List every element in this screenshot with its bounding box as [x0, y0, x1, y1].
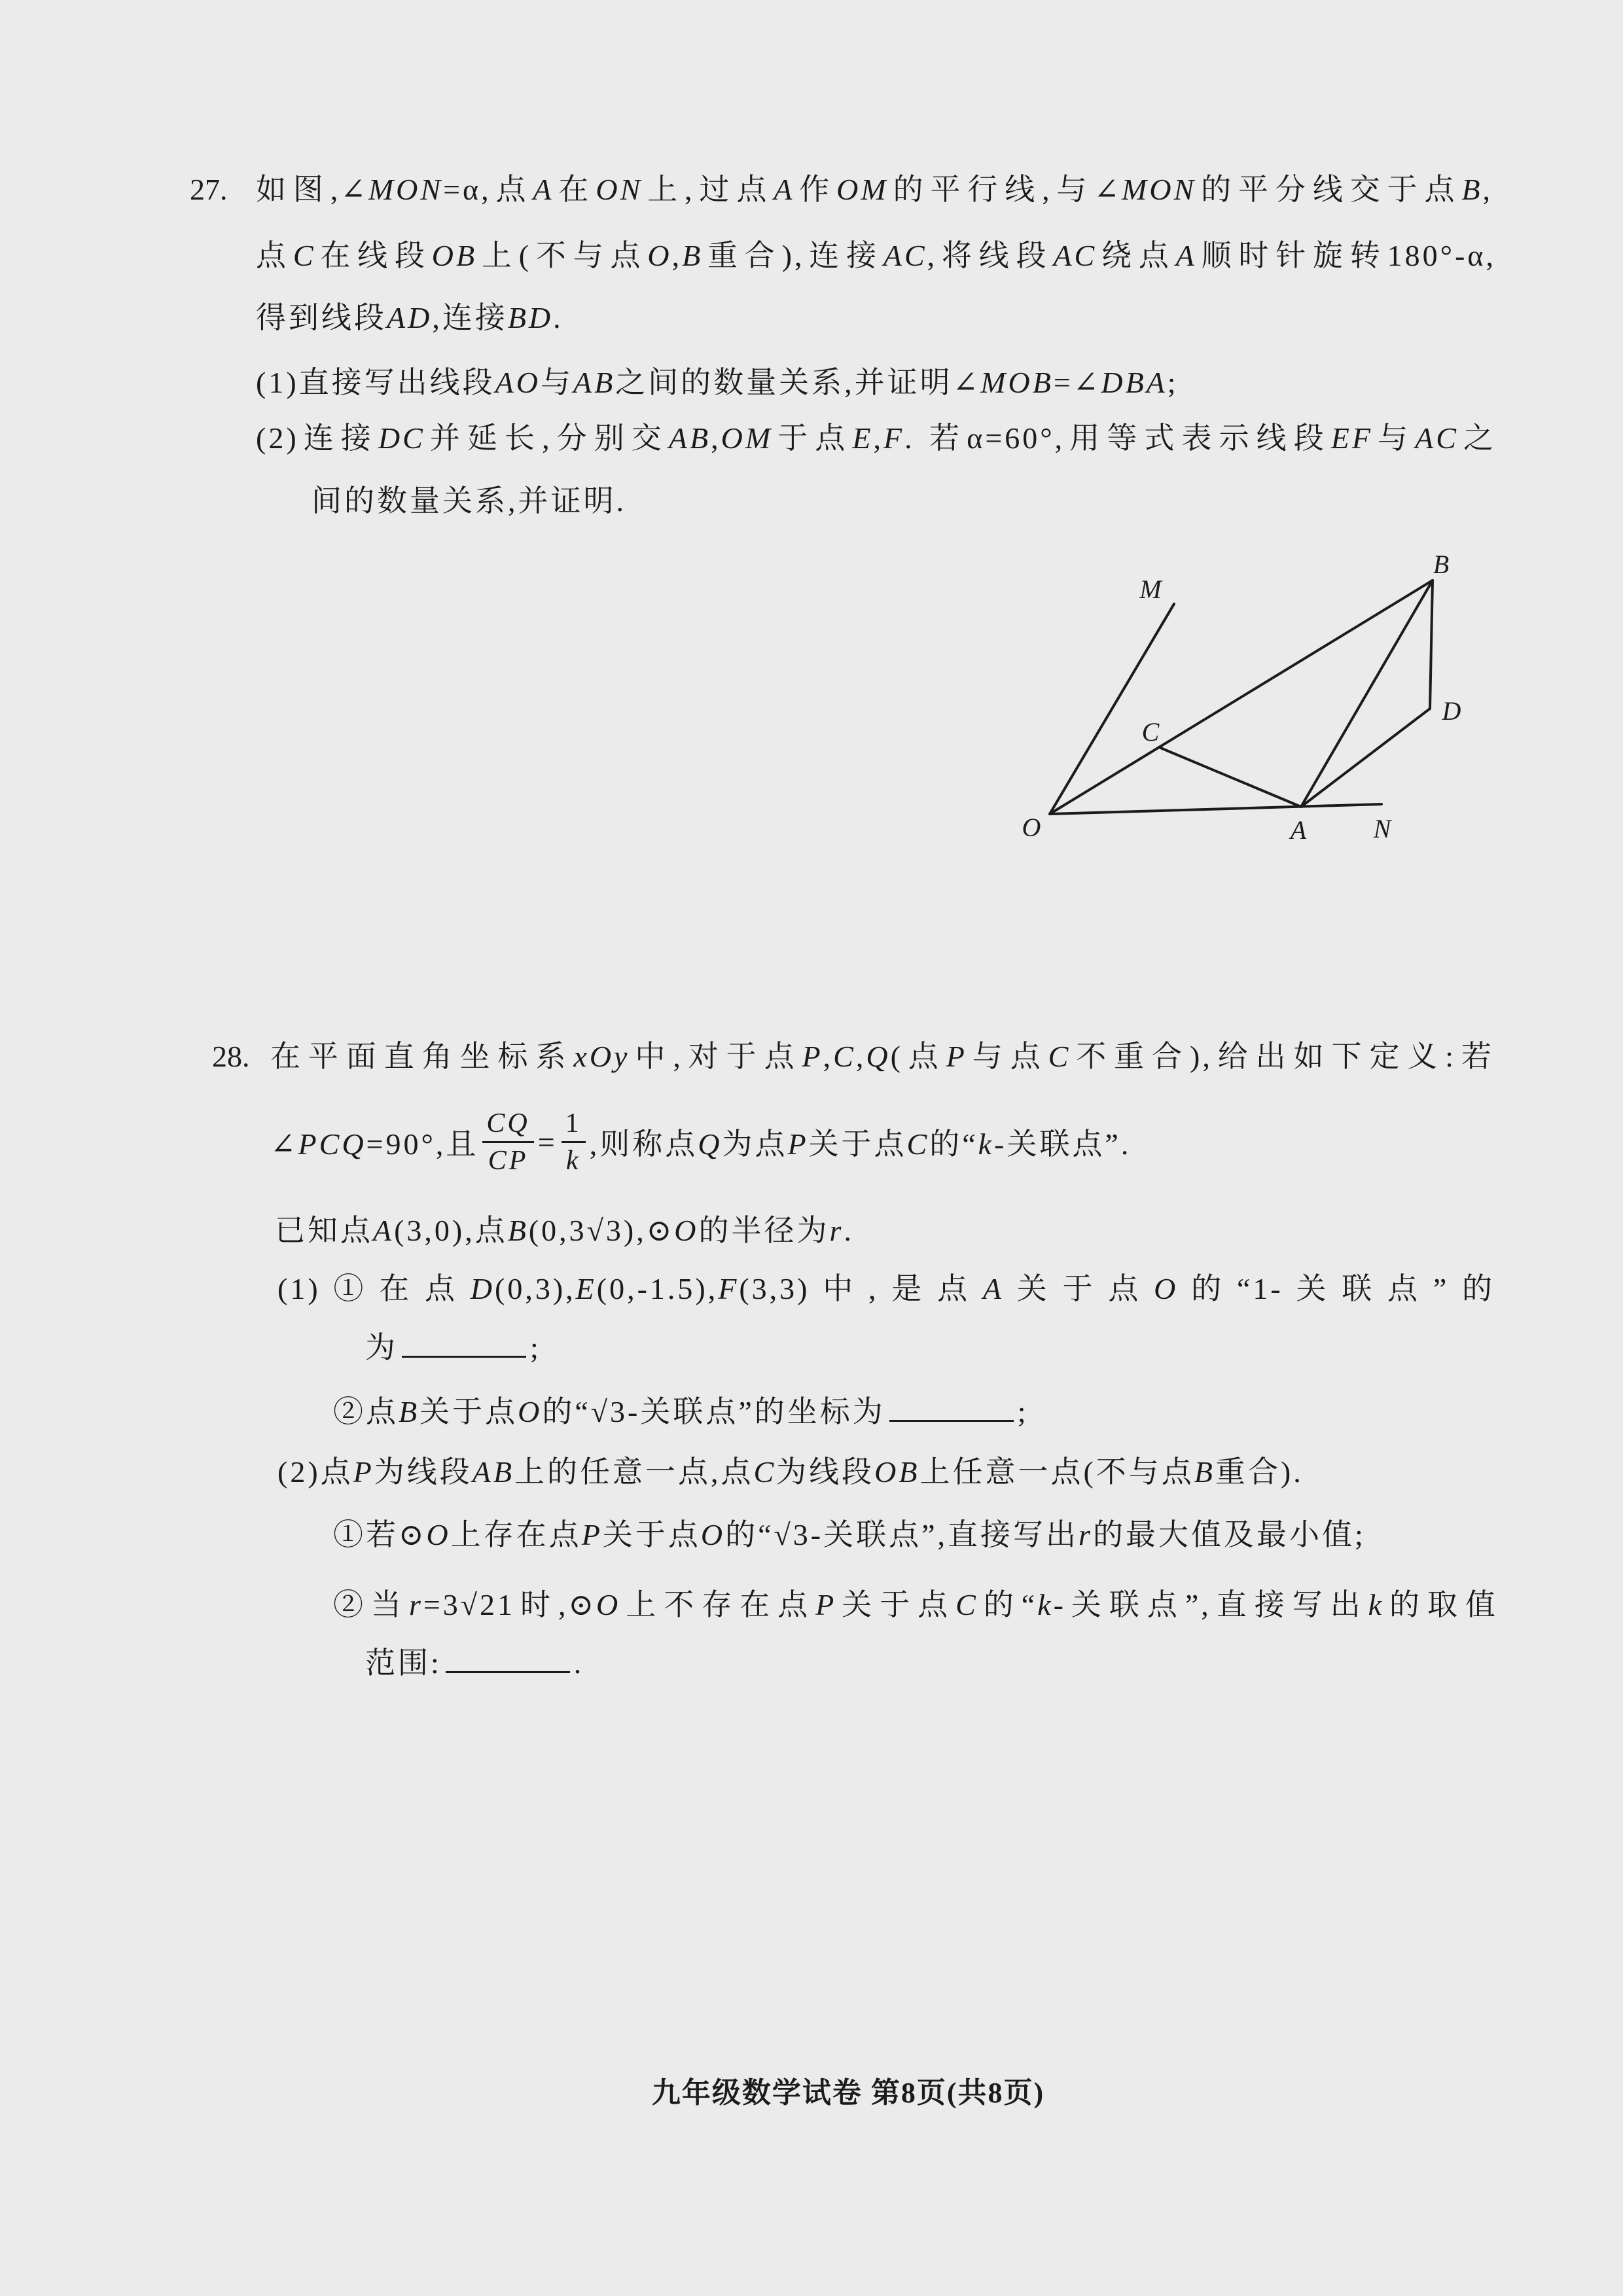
math-variable: B [1461, 173, 1483, 206]
math-variable: P [802, 1040, 823, 1073]
q27-part-2-line-1: (2)连接DC并延长,分别交AB,OM于点E,F. 若α=60°,用等式表示线段EF与AC之 [256, 421, 1497, 455]
math-variable: EF [1330, 421, 1373, 455]
math-variable: MON [368, 173, 444, 206]
q27-geometry-figure [982, 543, 1505, 857]
math-variable: E [852, 421, 874, 455]
fraction-denominator [484, 1143, 533, 1177]
ray-on [1050, 804, 1382, 814]
segment-ob-bisector [1050, 580, 1433, 814]
math-variable: B [682, 239, 704, 272]
math-variable: r [829, 1214, 844, 1247]
math-variable: OB [431, 239, 478, 272]
fraction-denominator [562, 1143, 585, 1177]
answer-blank [889, 1394, 1014, 1422]
math-variable: DC [378, 421, 425, 455]
math-variable: O [647, 239, 672, 272]
label-d: D [1442, 696, 1461, 726]
math-variable: P [815, 1588, 837, 1621]
q28-part-1-item-1: (1)①在点D(0,3),E(0,-1.5),F(3,3)中,是点A关于点O的“1-关联点”的 [277, 1272, 1495, 1305]
q28-part-2-item-2: ②当r=3√21时,⊙O上不存在点P关于点C的“k-关联点”,直接写出k的取值 [333, 1588, 1499, 1621]
math-variable: B [507, 1214, 529, 1247]
label-a: A [1290, 815, 1307, 845]
math-variable: MON [1122, 173, 1197, 206]
answer-prefix: 为 [365, 1331, 398, 1364]
answer-prefix: 范围: [365, 1646, 442, 1680]
math-variable: AO [495, 366, 541, 399]
math-variable: P [787, 1127, 809, 1161]
math-variable: E [575, 1272, 597, 1305]
math-variable: C [293, 239, 316, 272]
math-variable: AB [668, 421, 711, 455]
math-variable: B [1194, 1455, 1215, 1489]
answer-suffix: ; [530, 1331, 541, 1364]
segment-bd [1430, 580, 1433, 709]
q27-stem-line-1: 如图,∠MON=α,点A在ON上,过点A作OM的平行线,与∠MON的平分线交于点B, [256, 173, 1493, 206]
math-variable: P [946, 1040, 967, 1073]
math-variable: C [833, 1040, 856, 1073]
definition-text: ,则称点Q为点P关于点C的“k-关联点”. [589, 1127, 1132, 1161]
math-variable: O [426, 1518, 451, 1551]
math-variable: D [470, 1272, 495, 1305]
fraction-one-over-k [562, 1107, 586, 1177]
math-variable: DBA [1101, 366, 1168, 399]
math-variable: A [774, 173, 795, 206]
math-variable: A [1175, 239, 1197, 272]
math-variable: A [533, 173, 554, 206]
math-variable: P [581, 1518, 603, 1551]
math-variable: ON [596, 173, 643, 206]
label-c: C [1141, 717, 1160, 747]
q27-part-1: (1)直接写出线段AO与AB之间的数量关系,并证明∠MOB=∠DBA; [256, 366, 1179, 399]
segment-ab [1301, 580, 1433, 807]
math-variable: Q [698, 1127, 722, 1161]
math-variable: PCQ [298, 1127, 366, 1161]
q28-definition-line-1: 在平面直角坐标系xOy中,对于点P,C,Q(点P与点C不重合),给出如下定义:若 [270, 1040, 1495, 1073]
q28-given: 已知点A(3,0),点B(0,3√3),⊙O的半径为r. [275, 1214, 854, 1247]
q28-part-1-item-2 [333, 1392, 1029, 1432]
segment-om [1050, 604, 1174, 814]
q27-stem-line-2: 点C在线段OB上(不与点O,B重合),连接AC,将线段AC绕点A顺时针旋转180°-α, [256, 239, 1496, 272]
math-variable: OM [721, 421, 774, 455]
answer-prefix: ②点B关于点O的“√3-关联点”的坐标为 [333, 1395, 885, 1428]
fraction-numerator: 1 [562, 1107, 586, 1143]
math-variable: r [1079, 1518, 1093, 1551]
q28-part-2-item-1: ①若⊙O上存在点P关于点O的“√3-关联点”,直接写出r的最大值及最小值; [333, 1518, 1366, 1551]
segment-ca [1159, 747, 1301, 807]
math-variable: F [883, 421, 905, 455]
math-variable: OM [836, 173, 889, 206]
math-variable: BD [507, 301, 554, 334]
math-variable: AC [883, 239, 927, 272]
answer-suffix: . [573, 1646, 584, 1680]
math-variable: O [1154, 1272, 1179, 1305]
math-variable: k [565, 1145, 581, 1176]
q27-part-2-line-2: 间的数量关系,并证明. [312, 484, 626, 518]
q28-definition-line-2 [270, 1099, 1131, 1184]
math-variable: F [718, 1272, 740, 1305]
equals-sign: = [537, 1125, 558, 1159]
q28-part-1-item-1-answer-line [365, 1328, 541, 1368]
math-variable: CP [488, 1145, 529, 1176]
math-variable: k [978, 1127, 995, 1161]
math-variable: A [982, 1272, 1005, 1305]
math-variable: AD [387, 301, 433, 334]
fraction-cq-over-cp [482, 1107, 533, 1177]
math-variable: O [518, 1395, 543, 1428]
segment-ad [1301, 709, 1430, 807]
math-variable: O [674, 1214, 699, 1247]
math-variable: C [753, 1455, 777, 1489]
q28-part-2-intro: (2)点P为线段AB上的任意一点,点C为线段OB上任意一点(不与点B重合). [277, 1455, 1304, 1489]
page-footer: 九年级数学试卷 第8页(共8页) [651, 2077, 1045, 2109]
math-variable: k [1037, 1588, 1054, 1621]
question-number: 28. [212, 1040, 250, 1073]
answer-blank [402, 1330, 526, 1358]
math-variable: O [700, 1518, 726, 1551]
math-variable: C [1048, 1040, 1071, 1073]
math-variable: C [955, 1588, 978, 1621]
math-variable: OB [874, 1455, 920, 1489]
definition-text: ∠PCQ=90°,且 [270, 1127, 479, 1161]
label-n: N [1373, 814, 1391, 843]
q27-stem-line-3: 得到线段AD,连接BD. [256, 301, 563, 334]
label-m: M [1139, 574, 1162, 604]
label-b: B [1433, 550, 1450, 579]
math-variable: P [353, 1455, 374, 1489]
answer-blank [446, 1645, 570, 1673]
math-variable: xOy [573, 1040, 630, 1073]
math-variable: A [373, 1214, 395, 1247]
math-variable: AC [1415, 421, 1459, 455]
math-variable: C [906, 1127, 930, 1161]
math-variable: r [408, 1588, 423, 1621]
math-variable: MOB [980, 366, 1054, 399]
label-o: O [1022, 813, 1041, 842]
math-variable: k [1368, 1588, 1385, 1621]
math-variable: B [399, 1395, 420, 1428]
math-variable: O [596, 1588, 621, 1621]
math-variable: AB [472, 1455, 514, 1489]
math-variable: Q [866, 1040, 891, 1073]
question-number: 27. [190, 173, 228, 206]
math-variable: AC [1053, 239, 1097, 272]
answer-suffix: ; [1017, 1395, 1029, 1428]
fraction-numerator [482, 1107, 533, 1143]
math-variable: AB [573, 366, 616, 399]
math-variable: CQ [486, 1108, 530, 1139]
q28-part-2-item-2-answer-line [365, 1644, 584, 1683]
